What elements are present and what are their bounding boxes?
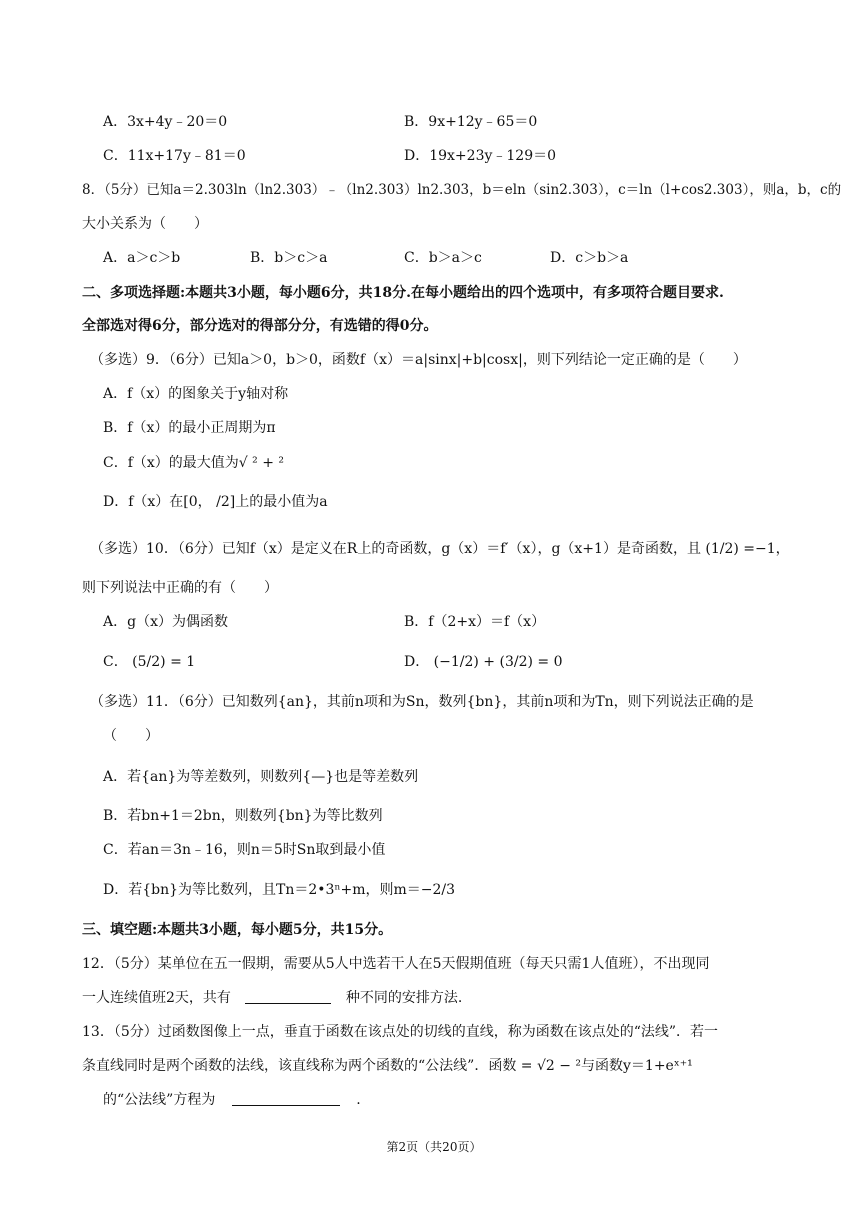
q11-option-b: B．若bn+1＝2bn，则数列{bn}为等比数列 — [103, 808, 383, 824]
q13-text-after-blank: . — [356, 1092, 361, 1108]
q9-stem: （多选）9．（6分）已知a＞0，b＞0，函数f（x）＝a|sinx|+b|cosx|，则下列结论一定正确的是（ ） — [90, 352, 747, 368]
q8-stem-cont: 大小关系为（ ） — [82, 216, 208, 232]
q10-option-b: B．f（2+x）＝f（x） — [404, 614, 546, 630]
q11-stem: （多选）11．（6分）已知数列{an}，其前n项和为Sn，数列{bn}，其前n项和为Tn，则下列说法正确的是 — [90, 694, 754, 710]
q13-line3 — [103, 1090, 361, 1110]
q7-option-c: C．11x+17y﹣81＝0 — [103, 148, 246, 164]
section3-heading: 三、填空题:本题共3小题，每小题5分，共15分。 — [82, 922, 393, 938]
section2-heading-line2: 全部选对得6分，部分选对的得部分分，有选错的得0分。 — [82, 318, 438, 334]
q11-option-c: C．若an＝3n﹣16，则n＝5时Sn取到最小值 — [103, 842, 386, 858]
q7-option-b: B．9x+12y﹣65＝0 — [404, 114, 538, 130]
q8-stem: 8．（5分）已知a＝2.303ln（ln2.303）﹣（ln2.303）ln2.303，b＝eln（sin2.303），c＝ln（l+cos2.303），则a，b，c的 — [82, 182, 842, 198]
q10-stem: （多选）10．（6分）已知f（x）是定义在R上的奇函数，g（x）＝f′（x），g（x+1）是奇函数，且 (1/2) =−1， — [90, 541, 790, 557]
q13-line1: 13．（5分）过函数图像上一点，垂直于函数在该点处的切线的直线，称为函数在该点处的“法线”．若一 — [82, 1024, 719, 1040]
q12-text-after-blank: 种不同的安排方法. — [345, 990, 463, 1006]
q11-option-d: D．若{bn}为等比数列，且Tn＝2•3ⁿ+m，则m＝−2/3 — [103, 882, 456, 898]
q8-option-c: C．b＞a＞c — [404, 250, 482, 266]
q7-option-a: A．3x+4y﹣20＝0 — [103, 114, 228, 130]
q12-line1: 12．（5分）某单位在五一假期，需要从5人中选若干人在5天假期值班（每天只需1人值班），不出现同 — [82, 956, 710, 972]
q11-option-a: A．若{an}为等差数列，则数列{—}也是等差数列 — [103, 769, 419, 785]
q10-option-a: A．g（x）为偶函数 — [103, 614, 228, 630]
q10-stem-cont: 则下列说法中正确的有（ ） — [82, 580, 278, 596]
q13-text-before-blank: 的“公法线”方程为 — [103, 1092, 216, 1108]
q10-option-c: C． (5/2) = 1 — [103, 654, 196, 670]
q12-answer-blank[interactable] — [245, 989, 331, 1004]
q9-option-d: D．f（x）在[0， /2]上的最小值为a — [103, 494, 328, 510]
page-footer: 第2页（共20页） — [386, 1140, 482, 1154]
q7-option-d: D．19x+23y﹣129＝0 — [404, 148, 557, 164]
q12-text-before-blank: 一人连续值班2天，共有 — [82, 990, 231, 1006]
q9-option-b: B．f（x）的最小正周期为π — [103, 420, 276, 436]
q11-stem-cont: （ ） — [103, 728, 159, 744]
q8-option-a: A．a＞c＞b — [103, 250, 181, 266]
q12-line2 — [82, 988, 462, 1008]
q9-option-c: C．f（x）的最大值为√ ² + ² — [103, 455, 285, 471]
q13-answer-blank[interactable] — [232, 1091, 340, 1106]
q8-option-b: B．b＞c＞a — [250, 250, 328, 266]
section2-heading-line1: 二、多项选择题:本题共3小题，每小题6分，共18分.在每小题给出的四个选项中，有多项符合题目要求. — [82, 285, 724, 301]
q9-option-a: A．f（x）的图象关于y轴对称 — [103, 386, 289, 402]
q8-option-d: D．c＞b＞a — [550, 250, 629, 266]
q10-option-d: D． (−1/2) + (3/2) = 0 — [404, 654, 563, 670]
q13-line2: 条直线同时是两个函数的法线，该直线称为两个函数的“公法线”．函数 = √2 − ²与函数y＝1+eˣ⁺¹ — [82, 1058, 693, 1074]
